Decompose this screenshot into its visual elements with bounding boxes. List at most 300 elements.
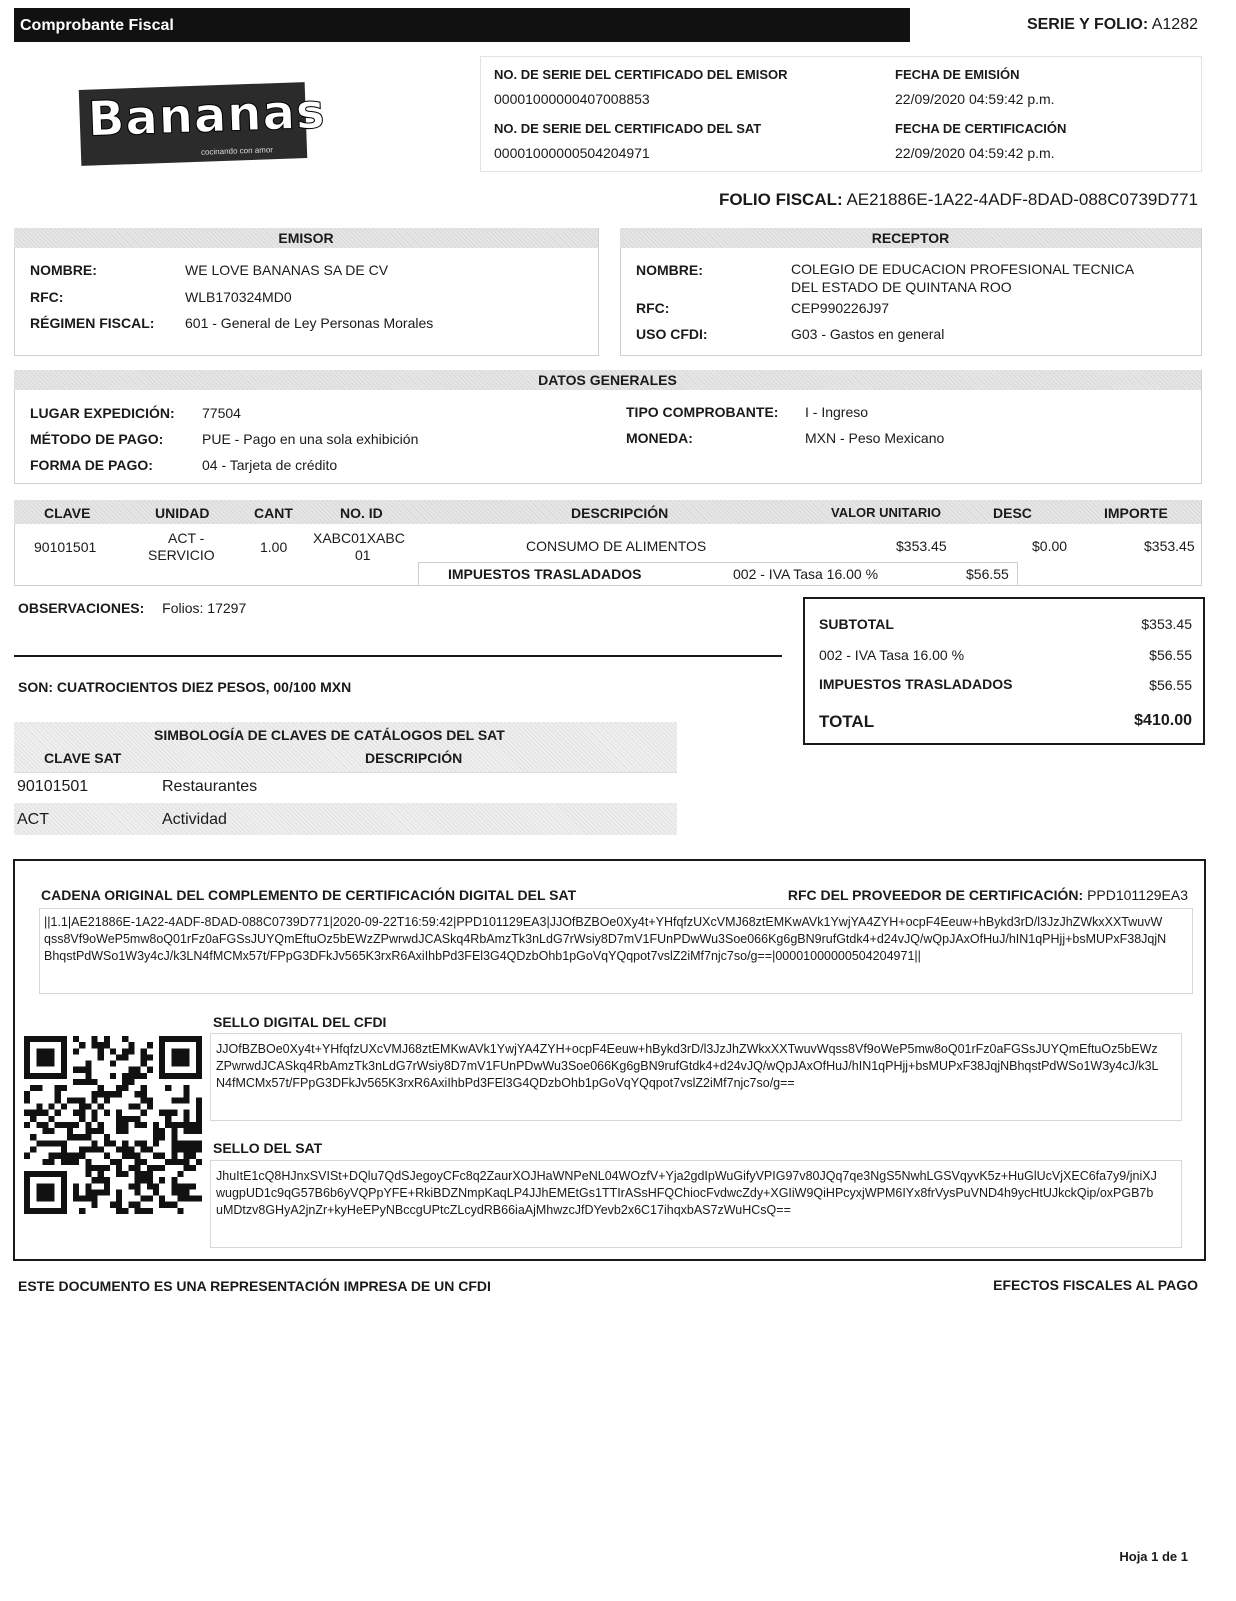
qr-module — [55, 1091, 61, 1097]
forma-label: FORMA DE PAGO: — [30, 457, 153, 473]
qr-module — [153, 1165, 159, 1171]
qr-module — [171, 1159, 177, 1165]
item-tax-label: IMPUESTOS TRASLADADOS — [448, 566, 642, 582]
item-noid-1: XABC01XABC — [313, 530, 405, 546]
qr-module — [171, 1183, 177, 1189]
lugar-value: 77504 — [202, 405, 241, 421]
qr-module — [159, 1196, 165, 1202]
emisor-rfc-label: RFC: — [30, 289, 64, 305]
footer-left: ESTE DOCUMENTO ES UNA REPRESENTACIÓN IMPRESA DE UN CFDI — [18, 1278, 491, 1294]
qr-module — [92, 1202, 98, 1208]
qr-module — [104, 1153, 110, 1159]
qr-module — [98, 1165, 104, 1171]
qr-module — [85, 1134, 91, 1140]
qr-module — [122, 1146, 128, 1152]
qr-module — [36, 1085, 42, 1091]
qr-module — [85, 1061, 91, 1067]
qr-module — [153, 1134, 159, 1140]
qr-module — [184, 1116, 190, 1122]
qr-module — [171, 1146, 177, 1152]
qr-module — [147, 1097, 153, 1103]
qr-module — [128, 1153, 134, 1159]
item-tax-tipo: 002 - IVA Tasa 16.00 % — [733, 566, 879, 582]
emisor-serie-label: NO. DE SERIE DEL CERTIFICADO DEL EMISOR — [494, 67, 788, 82]
qr-module — [73, 1097, 79, 1103]
subtotal-label: SUBTOTAL — [819, 616, 894, 632]
qr-module — [147, 1208, 153, 1214]
qr-module — [134, 1202, 140, 1208]
qr-module — [128, 1165, 134, 1171]
qr-module — [141, 1177, 147, 1183]
col-descripcion: DESCRIPCIÓN — [571, 505, 669, 521]
emisor-regimen-label: RÉGIMEN FISCAL: — [30, 315, 155, 331]
receptor-uso-value: G03 - Gastos en general — [791, 326, 945, 342]
qr-module — [73, 1122, 79, 1128]
qr-module — [177, 1122, 183, 1128]
qr-module — [184, 1159, 190, 1165]
generales-title: DATOS GENERALES — [14, 370, 1201, 390]
qr-module — [85, 1146, 91, 1152]
item-valor: $353.45 — [896, 538, 947, 554]
qr-module — [122, 1140, 128, 1146]
qr-module — [116, 1085, 122, 1091]
qr-module — [85, 1165, 91, 1171]
qr-module — [104, 1140, 110, 1146]
qr-module — [177, 1171, 183, 1177]
qr-module — [153, 1122, 159, 1128]
qr-module — [79, 1153, 85, 1159]
qr-finder-inner — [36, 1048, 54, 1066]
forma-value: 04 - Tarjeta de crédito — [202, 457, 338, 473]
qr-module — [141, 1110, 147, 1116]
qr-module — [141, 1097, 147, 1103]
qr-module — [128, 1146, 134, 1152]
receptor-nombre-label: NOMBRE: — [636, 262, 703, 278]
qr-module — [128, 1042, 134, 1048]
serie-value: A1282 — [1151, 16, 1198, 33]
total-label: TOTAL — [819, 712, 875, 731]
col-desc: DESC — [993, 505, 1032, 521]
qr-module — [42, 1122, 48, 1128]
sello-cfdi-title: SELLO DIGITAL DEL CFDI — [213, 1014, 387, 1030]
observaciones — [18, 600, 246, 616]
item-cant: 1.00 — [260, 539, 288, 555]
qr-module — [159, 1110, 165, 1116]
qr-module — [196, 1128, 202, 1134]
qr-module — [104, 1091, 110, 1097]
qr-module — [190, 1146, 196, 1152]
qr-module — [184, 1085, 190, 1091]
qr-module — [98, 1054, 104, 1060]
qr-module — [184, 1097, 190, 1103]
qr-module — [128, 1116, 134, 1122]
qr-module — [153, 1183, 159, 1189]
qr-module — [116, 1128, 122, 1134]
header-title: Comprobante Fiscal — [20, 17, 174, 34]
qr-module — [61, 1140, 67, 1146]
item-clave: 90101501 — [34, 539, 97, 555]
qr-module — [190, 1140, 196, 1146]
qr-module — [116, 1116, 122, 1122]
qr-module — [141, 1091, 147, 1097]
qr-module — [85, 1073, 91, 1079]
fecha-cert-label: FECHA DE CERTIFICACIÓN — [895, 121, 1067, 136]
rfc-proveedor — [788, 887, 1188, 903]
qr-module — [79, 1196, 85, 1202]
qr-module — [98, 1104, 104, 1110]
lugar-label: LUGAR EXPEDICIÓN: — [30, 405, 175, 421]
qr-module — [98, 1122, 104, 1128]
qr-module — [67, 1128, 73, 1134]
qr-module — [24, 1091, 30, 1097]
qr-module — [128, 1183, 134, 1189]
qr-module — [36, 1140, 42, 1146]
qr-module — [110, 1202, 116, 1208]
qr-module — [177, 1159, 183, 1165]
qr-module — [36, 1104, 42, 1110]
qr-module — [73, 1036, 79, 1042]
qr-module — [165, 1116, 171, 1122]
item-unidad-2: SERVICIO — [148, 547, 215, 563]
qr-module — [184, 1110, 190, 1116]
qr-finder-inner — [36, 1183, 54, 1201]
serie-folio — [1027, 16, 1198, 34]
total-value: $410.00 — [1134, 712, 1192, 729]
qr-module — [134, 1159, 140, 1165]
iva-value: $56.55 — [1149, 647, 1192, 663]
col-cant: CANT — [254, 505, 293, 521]
subtotal-value: $353.45 — [1141, 616, 1192, 632]
qr-module — [85, 1067, 91, 1073]
qr-module — [141, 1048, 147, 1054]
item-importe: $353.45 — [1144, 538, 1195, 554]
simbologia-row-1-clave: 90101501 — [17, 778, 89, 795]
qr-module — [128, 1104, 134, 1110]
qr-module — [61, 1104, 67, 1110]
qr-module — [128, 1048, 134, 1054]
metodo-label: MÉTODO DE PAGO: — [30, 431, 164, 447]
qr-module — [141, 1196, 147, 1202]
qr-module — [165, 1159, 171, 1165]
qr-module — [30, 1110, 36, 1116]
qr-module — [61, 1159, 67, 1165]
qr-module — [116, 1091, 122, 1097]
qr-module — [116, 1110, 122, 1116]
qr-module — [141, 1061, 147, 1067]
item-descripcion: CONSUMO DE ALIMENTOS — [526, 538, 707, 554]
qr-module — [30, 1085, 36, 1091]
qr-module — [171, 1177, 177, 1183]
qr-module — [141, 1073, 147, 1079]
qr-module — [104, 1036, 110, 1042]
qr-module — [104, 1189, 110, 1195]
qr-module — [42, 1128, 48, 1134]
sello-sat-text: JhuItE1cQ8HJnxSVISt+DQlu7QdSJegoyCFc8q2ZaurXOJHaWNPeNL04WOzfV+Yja2gdIpWuGifyVPIG97v80JQq7qe3NgS5NwhLGSVqyvK5z+HuGlUcVjXEC6fa7y9/jniXJwugpUD1c9qG57B6b6yVQPpYFE+RkiBDZNmpKaqLP4JJhEMEtGs1TTIrASsHFQChiocFvdwcZdy+XGIiW9QiHPcyxjWPM6IYx8frVysPuVND4h9ycHtUJkckQip/oxPGB7buMDtzv8GHyA2jnZr+kyHeEPyNBccgUPtcZLcydRB66iaAjMhwzcJfDYevb2x6C17ihqxbAS7zWuHCsQ== — [216, 1169, 1157, 1217]
qr-module — [184, 1091, 190, 1097]
sello-cfdi-text: JJOfBZBOe0Xy4t+YHfqfzUXcVMJ68ztEMKwAVk1YwjYA4ZYH+ocpF4Eeuw+hBykd3rD/l3JzJhZWkxXXTwuvWqss8Vf9oWeP5mw8oQ01rFz0aFGSsJUYQmEftuOz5bEWzZPwrwdJCASkq4RbAmzTk3nLdG7rWsiy8D7mV1FUnPDwWu3Soe066Kg6gBN9rufGtdk4+d24vJQ/wQpJAxOfHuJ/hIN1qPHjj+bsMUPxF38JqjNBhqstPdWSo1W3y4cJ/k3LN4fMCMx57t/FPpG3DFkJv565K3rxR6AxiIhbPd3FEl3G4QDzbOhb1pGoVqYQqpot7vslZ2iMf7njc7so/g== — [216, 1042, 1159, 1090]
qr-module — [49, 1128, 55, 1134]
simbologia-row-2-clave: ACT — [17, 811, 49, 828]
qr-module — [165, 1085, 171, 1091]
qr-module — [98, 1177, 104, 1183]
qr-module — [184, 1122, 190, 1128]
qr-module — [159, 1202, 165, 1208]
qr-module — [196, 1110, 202, 1116]
qr-module — [110, 1048, 116, 1054]
impuestos-total-value: $56.55 — [1149, 677, 1192, 693]
simbologia-row-1 — [14, 772, 677, 803]
qr-module — [24, 1110, 30, 1116]
qr-module — [147, 1146, 153, 1152]
qr-module — [79, 1097, 85, 1103]
rfc-proveedor-value: PPD101129EA3 — [1087, 887, 1188, 903]
qr-module — [134, 1104, 140, 1110]
qr-module — [92, 1110, 98, 1116]
qr-module — [184, 1146, 190, 1152]
qr-module — [196, 1122, 202, 1128]
qr-module — [116, 1165, 122, 1171]
qr-module — [141, 1208, 147, 1214]
qr-module — [122, 1054, 128, 1060]
qr-module — [165, 1110, 171, 1116]
qr-module — [184, 1165, 190, 1171]
emisor-title: EMISOR — [14, 228, 598, 248]
qr-module — [171, 1097, 177, 1103]
qr-module — [122, 1048, 128, 1054]
col-clave: CLAVE — [44, 505, 91, 521]
qr-module — [177, 1189, 183, 1195]
qr-module — [92, 1196, 98, 1202]
qr-module — [110, 1073, 116, 1079]
qr-module — [165, 1202, 171, 1208]
qr-module — [67, 1153, 73, 1159]
qr-module — [141, 1159, 147, 1165]
qr-module — [134, 1122, 140, 1128]
tipo-value: I - Ingreso — [805, 404, 869, 420]
qr-module — [147, 1183, 153, 1189]
qr-module — [190, 1128, 196, 1134]
qr-module — [184, 1196, 190, 1202]
qr-module — [147, 1067, 153, 1073]
qr-module — [171, 1153, 177, 1159]
qr-module — [190, 1153, 196, 1159]
qr-module — [122, 1153, 128, 1159]
qr-module — [73, 1153, 79, 1159]
qr-module — [49, 1116, 55, 1122]
qr-module — [104, 1110, 110, 1116]
qr-module — [79, 1104, 85, 1110]
qr-module — [24, 1097, 30, 1103]
qr-module — [79, 1067, 85, 1073]
rfc-proveedor-label: RFC DEL PROVEEDOR DE CERTIFICACIÓN: — [787, 887, 1084, 903]
qr-module — [85, 1196, 91, 1202]
qr-module — [110, 1140, 116, 1146]
qr-module — [134, 1073, 140, 1079]
folio-fiscal — [719, 190, 1198, 210]
serie-label: SERIE Y FOLIO: — [1026, 16, 1149, 33]
qr-module — [98, 1146, 104, 1152]
qr-module — [196, 1146, 202, 1152]
qr-module — [92, 1091, 98, 1097]
qr-module — [141, 1171, 147, 1177]
qr-module — [147, 1042, 153, 1048]
simbologia-row-1-desc: Restaurantes — [162, 778, 258, 795]
qr-module — [128, 1079, 134, 1085]
qr-module — [61, 1153, 67, 1159]
qr-module — [61, 1122, 67, 1128]
qr-module — [190, 1196, 196, 1202]
qr-module — [171, 1189, 177, 1195]
qr-module — [134, 1177, 140, 1183]
qr-module — [159, 1134, 165, 1140]
qr-module — [141, 1122, 147, 1128]
qr-module — [110, 1159, 116, 1165]
col-importe: IMPORTE — [1104, 505, 1168, 521]
qr-module — [98, 1085, 104, 1091]
qr-module — [134, 1189, 140, 1195]
qr-module — [122, 1085, 128, 1091]
moneda-value: MXN - Peso Mexicano — [805, 430, 945, 446]
qr-module — [116, 1146, 122, 1152]
receptor-title: RECEPTOR — [620, 228, 1201, 248]
qr-module — [42, 1140, 48, 1146]
receptor-uso-label: USO CFDI: — [636, 326, 708, 342]
qr-module — [92, 1140, 98, 1146]
qr-module — [49, 1153, 55, 1159]
qr-module — [85, 1171, 91, 1177]
qr-module — [134, 1140, 140, 1146]
qr-module — [67, 1097, 73, 1103]
qr-module — [153, 1189, 159, 1195]
qr-module — [79, 1116, 85, 1122]
qr-module — [177, 1097, 183, 1103]
qr-module — [147, 1104, 153, 1110]
footer-right: EFECTOS FISCALES AL PAGO — [993, 1277, 1198, 1293]
qr-module — [98, 1042, 104, 1048]
qr-finder-inner — [171, 1048, 189, 1066]
qr-module — [147, 1054, 153, 1060]
emisor-nombre-value: WE LOVE BANANAS SA DE CV — [185, 262, 389, 278]
qr-module — [122, 1073, 128, 1079]
amount-in-words: SON: CUATROCIENTOS DIEZ PESOS, 00/100 MXN — [18, 679, 352, 695]
simbologia-col-desc: DESCRIPCIÓN — [365, 750, 463, 766]
qr-module — [122, 1171, 128, 1177]
qr-module — [104, 1165, 110, 1171]
qr-module — [196, 1196, 202, 1202]
qr-module — [196, 1116, 202, 1122]
receptor-nombre-line1: COLEGIO DE EDUCACION PROFESIONAL TECNICA — [791, 261, 1135, 277]
qr-module — [73, 1134, 79, 1140]
qr-module — [147, 1171, 153, 1177]
qr-code — [24, 1034, 202, 1216]
qr-module — [165, 1122, 171, 1128]
qr-module — [79, 1079, 85, 1085]
qr-module — [122, 1128, 128, 1134]
observaciones-divider — [14, 655, 782, 657]
qr-module — [171, 1128, 177, 1134]
qr-module — [61, 1146, 67, 1152]
qr-module — [141, 1054, 147, 1060]
qr-module — [122, 1079, 128, 1085]
qr-module — [92, 1146, 98, 1152]
qr-module — [98, 1171, 104, 1177]
qr-module — [98, 1189, 104, 1195]
qr-module — [73, 1159, 79, 1165]
qr-module — [92, 1036, 98, 1042]
qr-module — [55, 1097, 61, 1103]
logo-tagline: cocinando con amor — [200, 145, 274, 157]
qr-module — [85, 1183, 91, 1189]
qr-module — [85, 1189, 91, 1195]
header-bar — [14, 8, 910, 42]
qr-module — [49, 1140, 55, 1146]
qr-module — [134, 1171, 140, 1177]
qr-module — [110, 1091, 116, 1097]
qr-module — [122, 1116, 128, 1122]
qr-module — [49, 1104, 55, 1110]
qr-module — [184, 1189, 190, 1195]
qr-module — [153, 1153, 159, 1159]
qr-module — [134, 1116, 140, 1122]
qr-module — [104, 1097, 110, 1103]
qr-module — [55, 1085, 61, 1091]
qr-module — [73, 1048, 79, 1054]
qr-module — [153, 1140, 159, 1146]
emisor-serie-value: 00001000000407008853 — [494, 91, 650, 107]
qr-module — [67, 1122, 73, 1128]
emisor-regimen-value: 601 - General de Ley Personas Morales — [185, 315, 434, 331]
qr-module — [196, 1097, 202, 1103]
qr-module — [171, 1122, 177, 1128]
qr-module — [79, 1042, 85, 1048]
qr-module — [177, 1183, 183, 1189]
impuestos-total-label: IMPUESTOS TRASLADADOS — [819, 676, 1013, 692]
qr-module — [73, 1183, 79, 1189]
qr-module — [196, 1140, 202, 1146]
qr-module — [85, 1159, 91, 1165]
qr-module — [104, 1134, 110, 1140]
item-unidad-1: ACT - — [168, 530, 205, 546]
qr-module — [42, 1159, 48, 1165]
folio-fiscal-label: FOLIO FISCAL: — [718, 190, 843, 209]
qr-module — [55, 1110, 61, 1116]
qr-module — [134, 1183, 140, 1189]
receptor-rfc-value: CEP990226J97 — [791, 300, 890, 316]
qr-module — [98, 1091, 104, 1097]
qr-module — [92, 1097, 98, 1103]
qr-module — [122, 1122, 128, 1128]
qr-module — [177, 1196, 183, 1202]
observaciones-label: OBSERVACIONES: — [18, 600, 145, 616]
qr-module — [184, 1140, 190, 1146]
simbologia-row-2-desc: Actividad — [162, 811, 227, 828]
qr-module — [73, 1110, 79, 1116]
sello-sat-title: SELLO DEL SAT — [213, 1140, 323, 1156]
page-number: Hoja 1 de 1 — [1119, 1549, 1188, 1564]
qr-module — [190, 1183, 196, 1189]
qr-module — [79, 1134, 85, 1140]
qr-module — [73, 1067, 79, 1073]
qr-module — [134, 1165, 140, 1171]
item-tax-monto: $56.55 — [966, 566, 1009, 582]
logo-text: Bananas — [86, 83, 327, 148]
cadena-text: ||1.1|AE21886E-1A22-4ADF-8DAD-088C0739D771|2020-09-22T16:59:42|PPD101129EA3|JJOfBZBOe0Xy4t+YHfqfzUXcVMJ68ztEMKwAVk1YwjYA4ZYH+ocpF4Eeuw+hBykd3rD/l3JzJhZWkxXXTwuvWqss8Vf9oWeP5mw8oQ01rFz0aFGSsJUYQmEftuOz5bEWzZPwrwdJCASkq4RbAmzTk3nLdG7rWsiy8D7mV1FUnPDwWu3Soe066Kg6gBN9rufGtdk4+d24vJQ/wQpJAxOfHuJ/hIN1qPHjj+bsMUPxF38JqjNBhqstPdWSo1W3y4cJ/k3LN4fMCMx57t/FPpG3DFkJv565K3rxR6AxiIhbPd3FEl3G4QDzbOhb1pGoVqYQqpot7vslZ2iMf7njc7so/g==|00001000000504204971|| — [44, 915, 1167, 963]
qr-module — [159, 1177, 165, 1183]
qr-module — [30, 1146, 36, 1152]
qr-module — [184, 1153, 190, 1159]
qr-module — [190, 1122, 196, 1128]
qr-module — [128, 1073, 134, 1079]
